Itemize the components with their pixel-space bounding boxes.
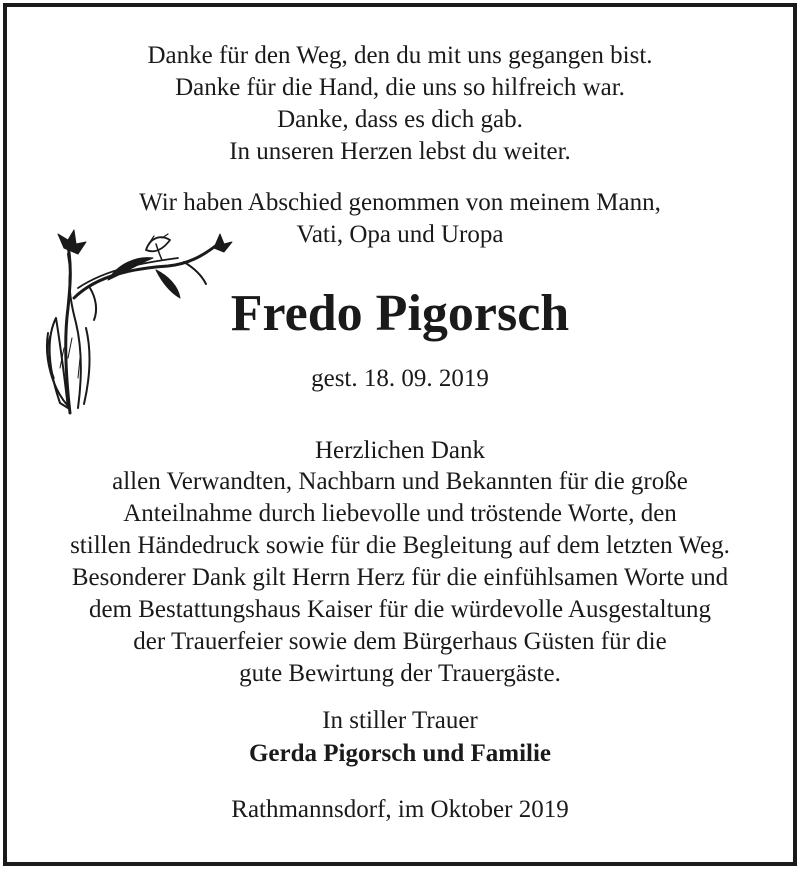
thanks-line-3: stillen Händedruck sowie für die Begleitung auf dem letzten Weg.: [70, 532, 730, 559]
mourning-text: In stiller Trauer: [322, 707, 478, 734]
thanks-line-1: allen Verwandten, Nachbarn und Bekannten für die große: [112, 468, 688, 495]
poem-line-1: Danke für den Weg, den du mit uns gegangen bist.: [147, 42, 653, 69]
poem-line-3: Danke, dass es dich gab.: [277, 106, 523, 133]
thanks-line-7: gute Bewirtung der Trauergäste.: [239, 660, 561, 687]
deceased-name: Fredo Pigorsch: [230, 285, 570, 342]
thanks-line-4: Besonderer Dank gilt Herrn Herz für die einfühlsamen Worte und: [71, 564, 729, 591]
thanks-line-6: der Trauerfeier sowie dem Bürgerhaus Güsten für die: [133, 628, 667, 655]
place-date: Rathmannsdorf, im Oktober 2019: [231, 796, 569, 823]
poem-line-2: Danke für die Hand, die uns so hilfreich war.: [175, 74, 625, 101]
death-date: gest. 18. 09. 2019: [311, 365, 489, 392]
thanks-line-2: Anteilnahme durch liebevolle und tröstende Worte, den: [123, 500, 677, 527]
family-signature: Gerda Pigorsch und Familie: [248, 740, 552, 767]
thanks-heading: Herzlichen Dank: [314, 437, 486, 464]
intro-line-2: Vati, Opa und Uropa: [296, 221, 504, 248]
poem-line-4: In unseren Herzen lebst du weiter.: [229, 138, 571, 165]
intro-line-1: Wir haben Abschied genommen von meinem Mann,: [139, 189, 661, 216]
thanks-line-5: dem Bestattungshaus Kaiser für die würdevolle Ausgestaltung: [88, 596, 712, 623]
